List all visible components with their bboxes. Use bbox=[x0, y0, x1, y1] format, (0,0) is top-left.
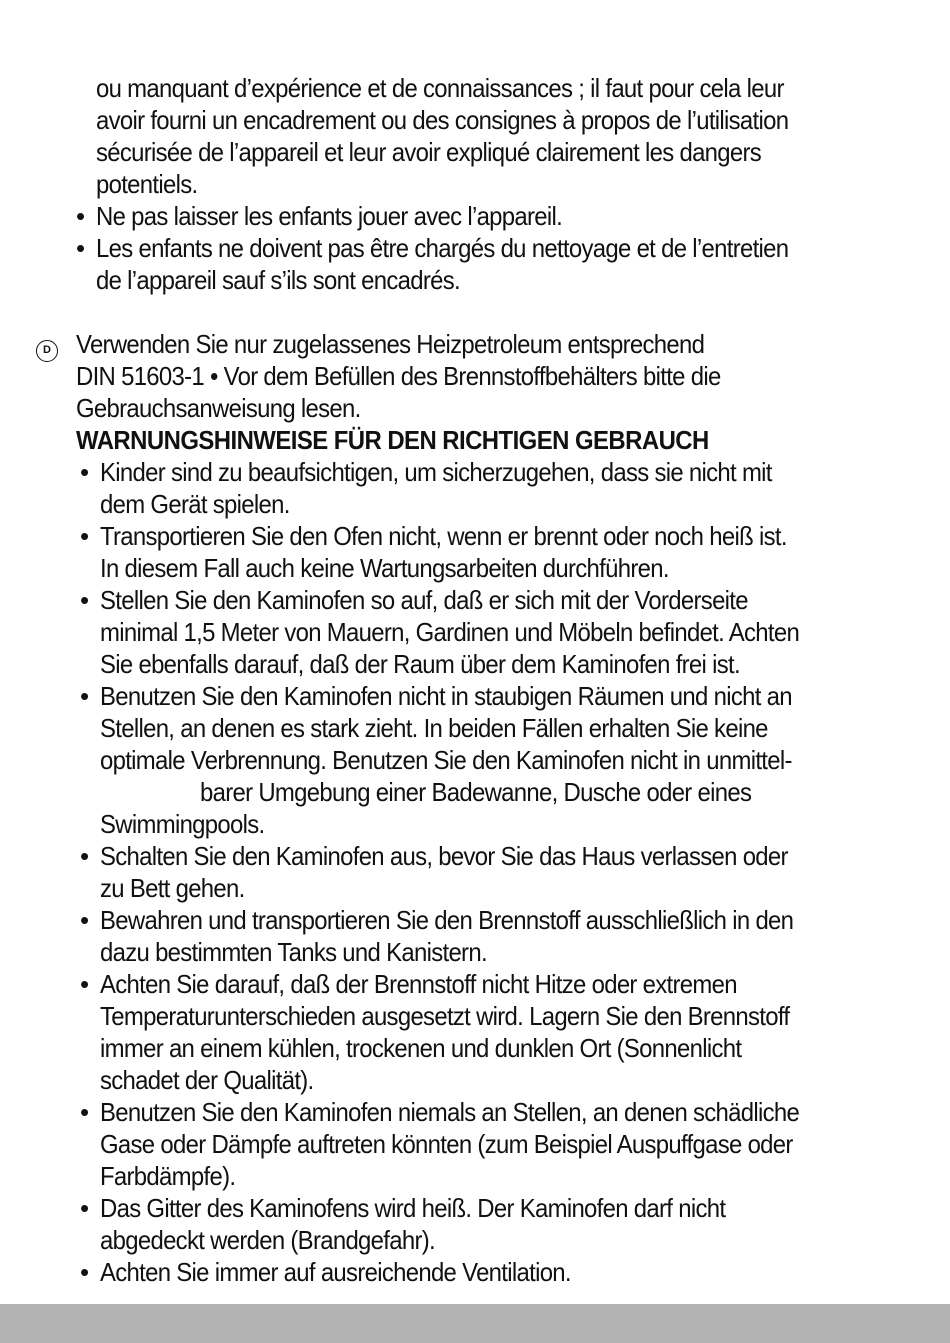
bullet-glyph: • bbox=[80, 1257, 90, 1287]
german-bullet-line: immer an einem kühlen, trockenen und dunklen Ort (Sonnenlicht bbox=[100, 1033, 742, 1063]
german-bullet-line: Bewahren und transportieren Sie den Brennstoff ausschließlich in den bbox=[100, 905, 794, 935]
german-bullet-line: Gase oder Dämpfe auftreten könnten (zum Beispiel Auspuffgase oder bbox=[100, 1129, 793, 1159]
french-text-line: avoir fourni un encadrement ou des consignes à propos de l’utilisation bbox=[96, 105, 789, 135]
german-bullet-line: Swimmingpools. bbox=[100, 809, 265, 839]
bullet-glyph: • bbox=[80, 585, 90, 615]
german-bullet-line: Farbdämpfe). bbox=[100, 1161, 236, 1191]
language-badge-german: D bbox=[36, 340, 58, 362]
bullet-glyph: • bbox=[80, 905, 90, 935]
german-intro-line: Verwenden Sie nur zugelassenes Heizpetroleum entsprechend bbox=[76, 329, 705, 359]
german-bullet-line: Achten Sie immer auf ausreichende Ventilation. bbox=[100, 1257, 571, 1287]
german-bullet-line: Das Gitter des Kaminofens wird heiß. Der Kaminofen darf nicht bbox=[100, 1193, 726, 1223]
bullet-glyph: • bbox=[80, 1193, 90, 1223]
german-bullet-line: Stellen, an denen es stark zieht. In beiden Fällen erhalten Sie keine bbox=[100, 713, 768, 743]
german-bullet-line: dem Gerät spielen. bbox=[100, 489, 290, 519]
bullet-glyph: • bbox=[80, 969, 90, 999]
bullet-glyph: • bbox=[76, 201, 86, 231]
german-bullet-line: optimale Verbrennung. Benutzen Sie den Kaminofen nicht in unmittel- bbox=[100, 745, 792, 775]
german-bullet-line: dazu bestimmten Tanks und Kanistern. bbox=[100, 937, 487, 967]
german-bullet-line: barer Umgebung einer Badewanne, Dusche oder eines bbox=[200, 777, 752, 807]
german-bullet-line: Sie ebenfalls darauf, daß der Raum über dem Kaminofen frei ist. bbox=[100, 649, 740, 679]
german-bullet-line: Schalten Sie den Kaminofen aus, bevor Sie das Haus verlassen oder bbox=[100, 841, 788, 871]
german-bullet-line: zu Bett gehen. bbox=[100, 873, 245, 903]
bullet-glyph: • bbox=[80, 841, 90, 871]
french-bullet-line: de l’appareil sauf s’ils sont encadrés. bbox=[96, 265, 461, 295]
german-bullet-line: schadet der Qualität). bbox=[100, 1065, 314, 1095]
bullet-glyph: • bbox=[80, 1097, 90, 1127]
bullet-glyph: • bbox=[80, 457, 90, 487]
german-bullet-line: minimal 1,5 Meter von Mauern, Gardinen und Möbeln befindet. Achten bbox=[100, 617, 800, 647]
german-bullet-line: Benutzen Sie den Kaminofen niemals an Stellen, an denen schädliche bbox=[100, 1097, 800, 1127]
german-intro-line: Gebrauchsanweisung lesen. bbox=[76, 393, 361, 423]
german-bullet-line: Temperaturunterschieden ausgesetzt wird. Lagern Sie den Brennstoff bbox=[100, 1001, 790, 1031]
german-bullet-line: Benutzen Sie den Kaminofen nicht in staubigen Räumen und nicht an bbox=[100, 681, 792, 711]
german-bullet-line: Kinder sind zu beaufsichtigen, um sicherzugehen, dass sie nicht mit bbox=[100, 457, 772, 487]
french-bullet-line: Ne pas laisser les enfants jouer avec l’appareil. bbox=[96, 201, 563, 231]
german-bullet-line: In diesem Fall auch keine Wartungsarbeiten durchführen. bbox=[100, 553, 669, 583]
bullet-glyph: • bbox=[76, 233, 86, 263]
footer-bar bbox=[0, 1304, 950, 1343]
french-text-line: ou manquant d’expérience et de connaissances ; il faut pour cela leur bbox=[96, 73, 784, 103]
german-intro-line: DIN 51603-1 • Vor dem Befüllen des Brennstoffbehälters bitte die bbox=[76, 361, 721, 391]
bullet-glyph: • bbox=[80, 521, 90, 551]
german-bullet-line: Achten Sie darauf, daß der Brennstoff nicht Hitze oder extremen bbox=[100, 969, 737, 999]
french-text-line: sécurisée de l’appareil et leur avoir expliqué clairement les dangers bbox=[96, 137, 762, 167]
german-bullet-line: abgedeckt werden (Brandgefahr). bbox=[100, 1225, 435, 1255]
german-bullet-line: Transportieren Sie den Ofen nicht, wenn er brennt oder noch heiß ist. bbox=[100, 521, 787, 551]
bullet-glyph: • bbox=[80, 681, 90, 711]
german-bullet-line: Stellen Sie den Kaminofen so auf, daß er sich mit der Vorderseite bbox=[100, 585, 748, 615]
french-text-line: potentiels. bbox=[96, 169, 198, 199]
section-heading: WARNUNGSHINWEISE FÜR DEN RICHTIGEN GEBRAUCH bbox=[76, 425, 709, 455]
french-bullet-line: Les enfants ne doivent pas être chargés du nettoyage et de l’entretien bbox=[96, 233, 789, 263]
